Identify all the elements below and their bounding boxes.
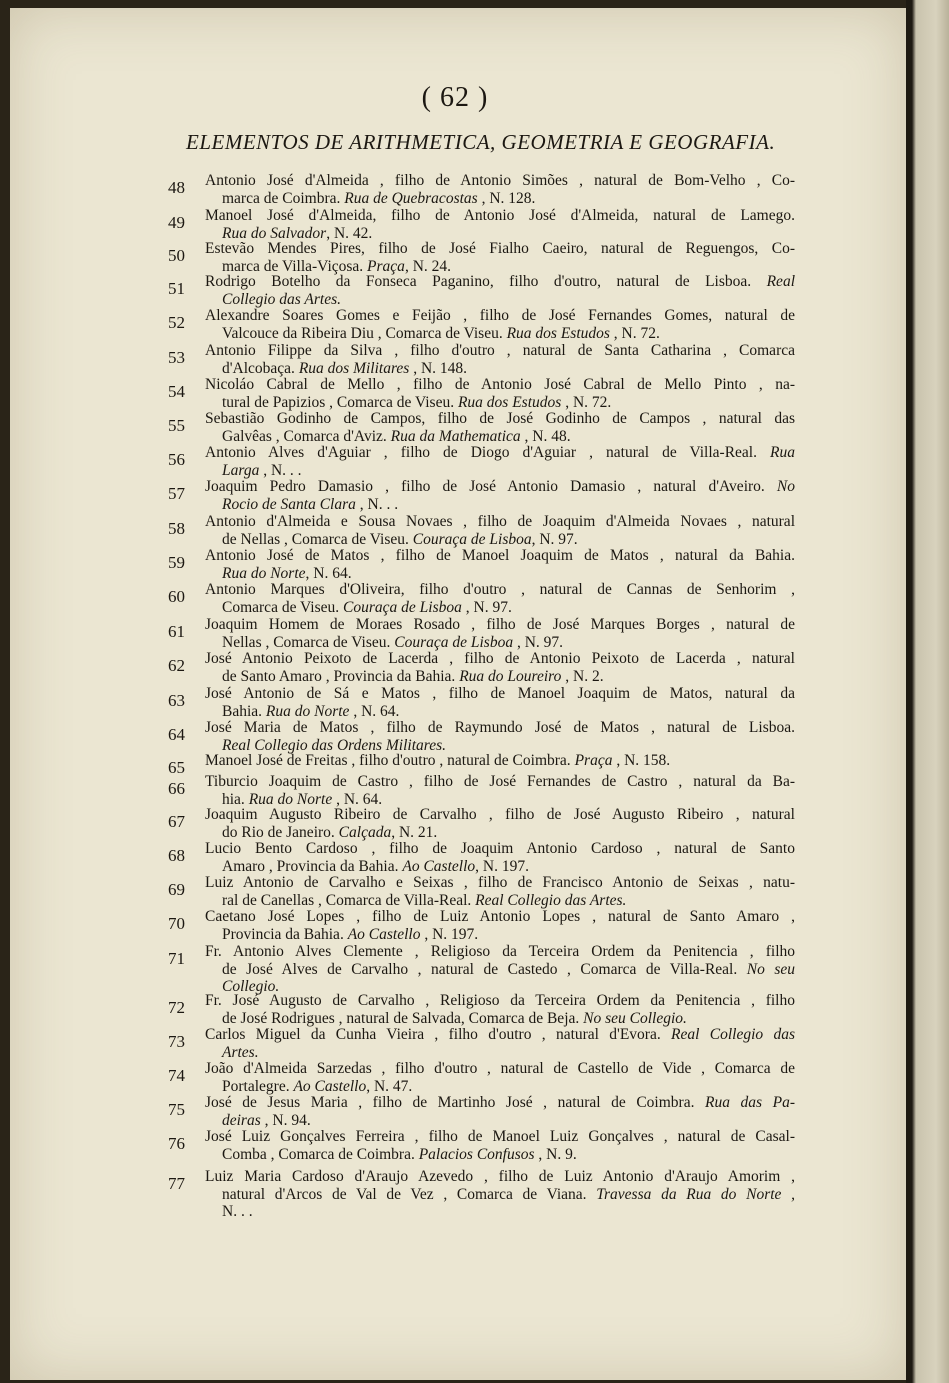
entry-segment: Estevão Mendes Pires, filho de José Fialho Caeiro, natural de Reguengos, Co- — [205, 240, 795, 257]
entry-continuation — [222, 1112, 795, 1130]
entry-segment: , N. 72. — [561, 393, 612, 411]
entry-continuation — [222, 961, 795, 979]
address-text: Praça — [367, 257, 405, 275]
address-text: Palacios Confusos — [418, 1145, 535, 1163]
entry-text — [205, 273, 795, 291]
entry-text — [205, 908, 795, 926]
entry-number: 53 — [168, 348, 185, 367]
entry-segment: Provincia da Bahia. — [222, 925, 348, 943]
entry-segment: d'Alcobaça. — [222, 359, 299, 377]
entry-number: 65 — [168, 758, 185, 777]
entry-segment: Nellas , Comarca de Viseu. — [222, 633, 395, 651]
entry-segment: , N. 48. — [520, 427, 571, 445]
entry-number: 70 — [168, 914, 185, 933]
entry-segment: natural d'Arcos de Val de Vez , Comarca de Viana. — [222, 1185, 597, 1203]
address-text: Ao Castello — [402, 857, 476, 875]
entry-text — [205, 581, 795, 599]
entry-number: 60 — [168, 587, 185, 606]
address-text: deiras — [222, 1111, 261, 1129]
entry-continuation — [222, 325, 795, 343]
entry-segment: Caetano José Lopes , filho de Luiz Antonio Lopes , natural de Santo Amaro , — [205, 908, 795, 925]
address-text: Rua do Norte — [222, 564, 306, 582]
entry-segment: , N. . . — [259, 461, 302, 479]
entry-text — [205, 307, 795, 325]
entry-segment: , N. 97. — [531, 530, 578, 548]
address-text: Rua das Pa- — [705, 1094, 795, 1111]
entry-segment: Comba , Comarca de Coimbra. — [222, 1145, 419, 1163]
entry-text — [205, 616, 795, 634]
entry-text — [205, 1060, 795, 1078]
address-text: No seu — [746, 960, 796, 978]
entry-segment: de José Rodrigues , natural de Salvada, Comarca de Beja. — [222, 1009, 584, 1027]
entry-segment: Bahia. — [222, 702, 266, 720]
address-text: Travessa da Rua do Norte , — [596, 1185, 795, 1203]
entry-continuation — [222, 1146, 795, 1164]
entry-number: 74 — [168, 1066, 185, 1085]
address-text: Real Collegio das Ordens Militares. — [222, 736, 447, 754]
entry-number: 73 — [168, 1032, 185, 1051]
address-text: No seu Collegio. — [583, 1009, 687, 1027]
address-text: Rua dos Estudos — [457, 393, 562, 411]
entry-segment: Joaquim Augusto Ribeiro de Carvalho , filho de José Augusto Ribeiro , natural — [205, 806, 795, 823]
entry-segment: , N. 148. — [409, 359, 468, 377]
entry-segment: do Rio de Janeiro. — [222, 823, 339, 841]
entry-segment: Portalegre. — [222, 1077, 294, 1095]
address-text: Couraça de Lisboa — [412, 530, 532, 548]
entry-segment: João d'Almeida Sarzedas , filho d'outro , natural de Castello de Vide , Comarca de — [205, 1060, 795, 1077]
entry-segment: Tiburcio Joaquim de Castro , filho de José Fernandes de Castro , natural da Ba- — [205, 773, 795, 790]
entry-segment: José Antonio Peixoto de Lacerda , filho de Antonio Peixoto de Lacerda , natural — [205, 650, 795, 667]
entry-number: 50 — [168, 246, 185, 265]
entry-segment: Lucio Bento Cardoso , filho de Joaquim Antonio Cardoso , natural de Santo — [205, 840, 795, 857]
entry-segment: Joaquim Pedro Damasio , filho de José Antonio Damasio , natural d'Aveiro. — [205, 478, 777, 495]
entry-segment: , N. 2. — [561, 667, 604, 685]
entry-segment: , N. 21. — [391, 823, 438, 841]
entry-continuation — [222, 565, 795, 583]
entry-text — [205, 240, 795, 258]
entry-segment: Antonio Marques d'Oliveira, filho d'outro , natural de Cannas de Senhorim , — [205, 581, 795, 598]
entry-number: 56 — [168, 450, 185, 469]
entry-segment: Antonio José de Matos , filho de Manoel Joaquim de Matos , natural da Bahia. — [205, 547, 795, 564]
address-text: Real Collegio das Artes. — [475, 891, 627, 909]
entry-segment: Valcouce da Ribeira Diu , Comarca de Viseu. — [222, 324, 507, 342]
entry-segment: ral de Canellas , Comarca de Villa-Real. — [222, 891, 476, 909]
entry-continuation — [222, 668, 795, 686]
entry-segment: Nicoláo Cabral de Mello , filho de Antonio José Cabral de Mello Pinto , na- — [205, 376, 795, 393]
entry-continuation — [222, 428, 795, 446]
address-text: Ao Castello — [293, 1077, 367, 1095]
entry-segment: , N. 64. — [332, 790, 383, 808]
entry-segment: Carlos Miguel da Cunha Vieira , filho d'outro , natural d'Evora. — [205, 1026, 672, 1043]
entry-number: 61 — [168, 622, 185, 641]
entry-text — [205, 719, 795, 737]
entry-segment: , N. 197. — [475, 857, 529, 875]
entry-continuation — [222, 531, 795, 549]
entry-segment: Galvêas , Comarca d'Aviz. — [222, 427, 391, 445]
entry-text — [205, 806, 795, 824]
address-text: Rua do Salvador — [222, 224, 327, 242]
entry-segment: , N. 42. — [326, 224, 373, 242]
entry-text — [205, 840, 795, 858]
address-text: Rua do Norte — [248, 790, 333, 808]
entry-number: 62 — [168, 656, 185, 675]
entry-number: 49 — [168, 213, 185, 232]
entry-number: 71 — [168, 949, 185, 968]
entry-text — [205, 478, 795, 496]
address-text: Larga — [222, 461, 260, 479]
adjacent-page-edge — [906, 0, 949, 1383]
entry-segment: Rodrigo Botelho da Fonseca Paganino, filho d'outro, natural de Lisboa. — [205, 273, 767, 290]
entry-continuation — [222, 634, 795, 652]
address-text: Real — [766, 273, 795, 290]
entry-text — [205, 172, 795, 190]
entry-segment: José Luiz Gonçalves Ferreira , filho de Manoel Luiz Gonçalves , natural de Casal- — [205, 1128, 795, 1145]
entry-number: 69 — [168, 880, 185, 899]
address-text: Rua — [770, 444, 795, 461]
entry-continuation — [222, 703, 795, 721]
address-text: Rua dos Militares — [298, 359, 410, 377]
address-text: Calçada — [338, 823, 392, 841]
entry-text — [205, 1094, 795, 1112]
entry-number: 51 — [168, 279, 185, 298]
entry-text — [205, 207, 795, 225]
address-text: Rua de Quebracostas — [344, 189, 478, 207]
entry-continuation — [222, 462, 795, 480]
address-text: Rua do Norte — [265, 702, 350, 720]
entry-segment: José de Jesus Maria , filho de Martinho José , natural de Coimbra. — [205, 1094, 706, 1111]
entry-segment: Fr. José Augusto de Carvalho , Religioso da Terceira Ordem da Penitencia , filho — [205, 992, 795, 1009]
entry-text — [205, 943, 795, 961]
address-text: Artes. — [222, 1043, 259, 1061]
entry-segment: marca de Villa-Viçosa. — [222, 257, 368, 275]
entry-number: 64 — [168, 725, 185, 744]
entry-segment: , N. 9. — [534, 1145, 577, 1163]
entry-segment: , N. 72. — [609, 324, 660, 342]
entry-segment: , N. 64. — [349, 702, 400, 720]
entry-segment: Sebastião Godinho de Campos, filho de José Godinho de Campos , natural das — [205, 410, 795, 427]
entry-segment: Alexandre Soares Gomes e Feijão , filho de José Fernandes Gomes, natural de — [205, 307, 795, 324]
entry-text — [205, 376, 795, 394]
entry-segment: , N. 24. — [404, 257, 452, 275]
entry-continuation — [222, 1044, 795, 1062]
entry-text — [205, 1168, 795, 1186]
entry-text — [205, 342, 795, 360]
address-text: Ao Castello — [347, 925, 421, 943]
entry-segment: tural de Papizios , Comarca de Viseu. — [222, 393, 458, 411]
entry-segment: , N. 94. — [260, 1111, 311, 1129]
address-text: No — [776, 478, 795, 495]
entry-continuation — [222, 1186, 795, 1204]
entry-continuation — [222, 824, 795, 842]
entry-text — [205, 1026, 795, 1044]
entry-segment: Joaquim Homem de Moraes Rosado , filho de José Marques Borges , natural de — [205, 616, 795, 633]
entry-number: 68 — [168, 846, 185, 865]
entry-text — [205, 547, 795, 565]
entry-segment: de Nellas , Comarca de Viseu. — [222, 530, 413, 548]
page-number: ( 62 ) — [421, 82, 489, 113]
entry-segment: , N. . . — [355, 495, 399, 513]
entry-segment: Antonio d'Almeida e Sousa Novaes , filho de Joaquim d'Almeida Novaes , natural — [205, 513, 795, 530]
running-title: ELEMENTOS DE ARITHMETICA, GEOMETRIA E GEOGRAFIA. — [186, 130, 776, 154]
entry-number: 52 — [168, 313, 185, 332]
entry-number: 66 — [168, 779, 185, 798]
entry-text — [205, 410, 795, 428]
entry-segment: , N. 158. — [612, 752, 671, 769]
entry-segment: , N. 97. — [461, 598, 512, 616]
entry-segment: , N. 197. — [420, 925, 479, 943]
entry-segment: José Antonio de Sá e Matos , filho de Manoel Joaquim de Matos, natural da — [205, 685, 795, 702]
entry-number: 72 — [168, 998, 185, 1017]
entry-continuation — [222, 892, 795, 910]
entry-segment: Luiz Antonio de Carvalho e Seixas , filho de Francisco Antonio de Seixas , natu- — [205, 874, 795, 891]
entry-segment: José Maria de Matos , filho de Raymundo José de Matos , natural de Lisboa. — [205, 719, 795, 736]
entry-segment: , N. 47. — [366, 1077, 413, 1095]
entry-segment: de José Alves de Carvalho , natural de Castedo , Comarca de Villa-Real. — [222, 960, 747, 978]
address-text: Rocio de Santa Clara — [222, 495, 356, 513]
entry-continuation — [222, 1203, 795, 1221]
address-text: Real Collegio das — [671, 1026, 795, 1043]
entry-segment: , N. 97. — [513, 633, 564, 651]
entry-continuation — [222, 394, 795, 412]
entry-number: 63 — [168, 691, 185, 710]
entry-segment: hia. — [222, 790, 249, 808]
entry-text — [205, 992, 795, 1010]
entry-segment: de Santo Amaro , Provincia da Bahia. — [222, 667, 460, 685]
entry-text — [205, 1128, 795, 1146]
entry-segment: Manoel José de Freitas , filho d'outro , natural de Coimbra. — [205, 752, 575, 769]
entry-segment: Antonio Alves d'Aguiar , filho de Diogo d'Aguiar , natural de Villa-Real. — [205, 444, 771, 461]
entry-number: 58 — [168, 519, 185, 538]
entry-text — [205, 650, 795, 668]
entry-segment: Amaro , Provincia da Bahia. — [222, 857, 403, 875]
address-text: Couraça de Lisboa — [394, 633, 514, 651]
address-text: Praça — [574, 752, 613, 769]
entry-number: 54 — [168, 382, 185, 401]
entry-segment: Fr. Antonio Alves Clemente , Religioso da Terceira Ordem da Penitencia , filho — [205, 943, 795, 960]
entry-segment: marca de Coimbra. — [222, 189, 345, 207]
entry-continuation — [222, 926, 795, 944]
entry-segment: Manoel José d'Almeida, filho de Antonio José d'Almeida, natural de Lamego. — [205, 207, 795, 224]
entry-text — [205, 773, 795, 791]
entry-text — [205, 685, 795, 703]
address-text: Collegio das Artes. — [222, 290, 341, 308]
entry-number: 57 — [168, 484, 185, 503]
entry-text — [205, 444, 795, 462]
address-text: Collegio. — [222, 978, 280, 995]
entry-segment: N. . . — [222, 1203, 253, 1220]
entry-continuation — [222, 190, 795, 208]
entry-text — [205, 874, 795, 892]
entry-number: 59 — [168, 553, 185, 572]
entry-segment: , N. 128. — [477, 189, 536, 207]
address-text: Rua do Loureiro — [459, 667, 562, 685]
address-text: Couraça de Lisboa — [343, 598, 462, 616]
entry-number: 67 — [168, 812, 185, 831]
entry-text — [205, 513, 795, 531]
entry-continuation — [222, 599, 795, 617]
entry-number: 55 — [168, 416, 185, 435]
entry-continuation — [222, 1010, 795, 1028]
entry-segment: Luiz Maria Cardoso d'Araujo Azevedo , filho de Luiz Antonio d'Araujo Amorim , — [205, 1168, 795, 1185]
entry-segment: Comarca de Viseu. — [222, 598, 344, 616]
entry-continuation — [222, 360, 795, 378]
address-text: Rua da Mathematica — [390, 427, 521, 445]
entry-continuation — [222, 291, 795, 309]
entry-segment: Antonio José d'Almeida , filho de Antonio Simões , natural de Bom-Velho , Co- — [205, 172, 795, 189]
entry-number: 77 — [168, 1174, 185, 1193]
entry-number: 76 — [168, 1134, 185, 1153]
entry-segment: , N. 64. — [305, 564, 352, 582]
entry-continuation — [222, 1078, 795, 1096]
entry-segment: Antonio Filippe da Silva , filho d'outro , natural de Santa Catharina , Comarca — [205, 342, 795, 359]
entry-text — [205, 752, 795, 770]
entry-continuation — [222, 858, 795, 876]
entry-continuation — [222, 496, 795, 514]
address-text: Rua dos Estudos — [506, 324, 610, 342]
entry-number: 48 — [168, 178, 185, 197]
entry-number: 75 — [168, 1100, 185, 1119]
